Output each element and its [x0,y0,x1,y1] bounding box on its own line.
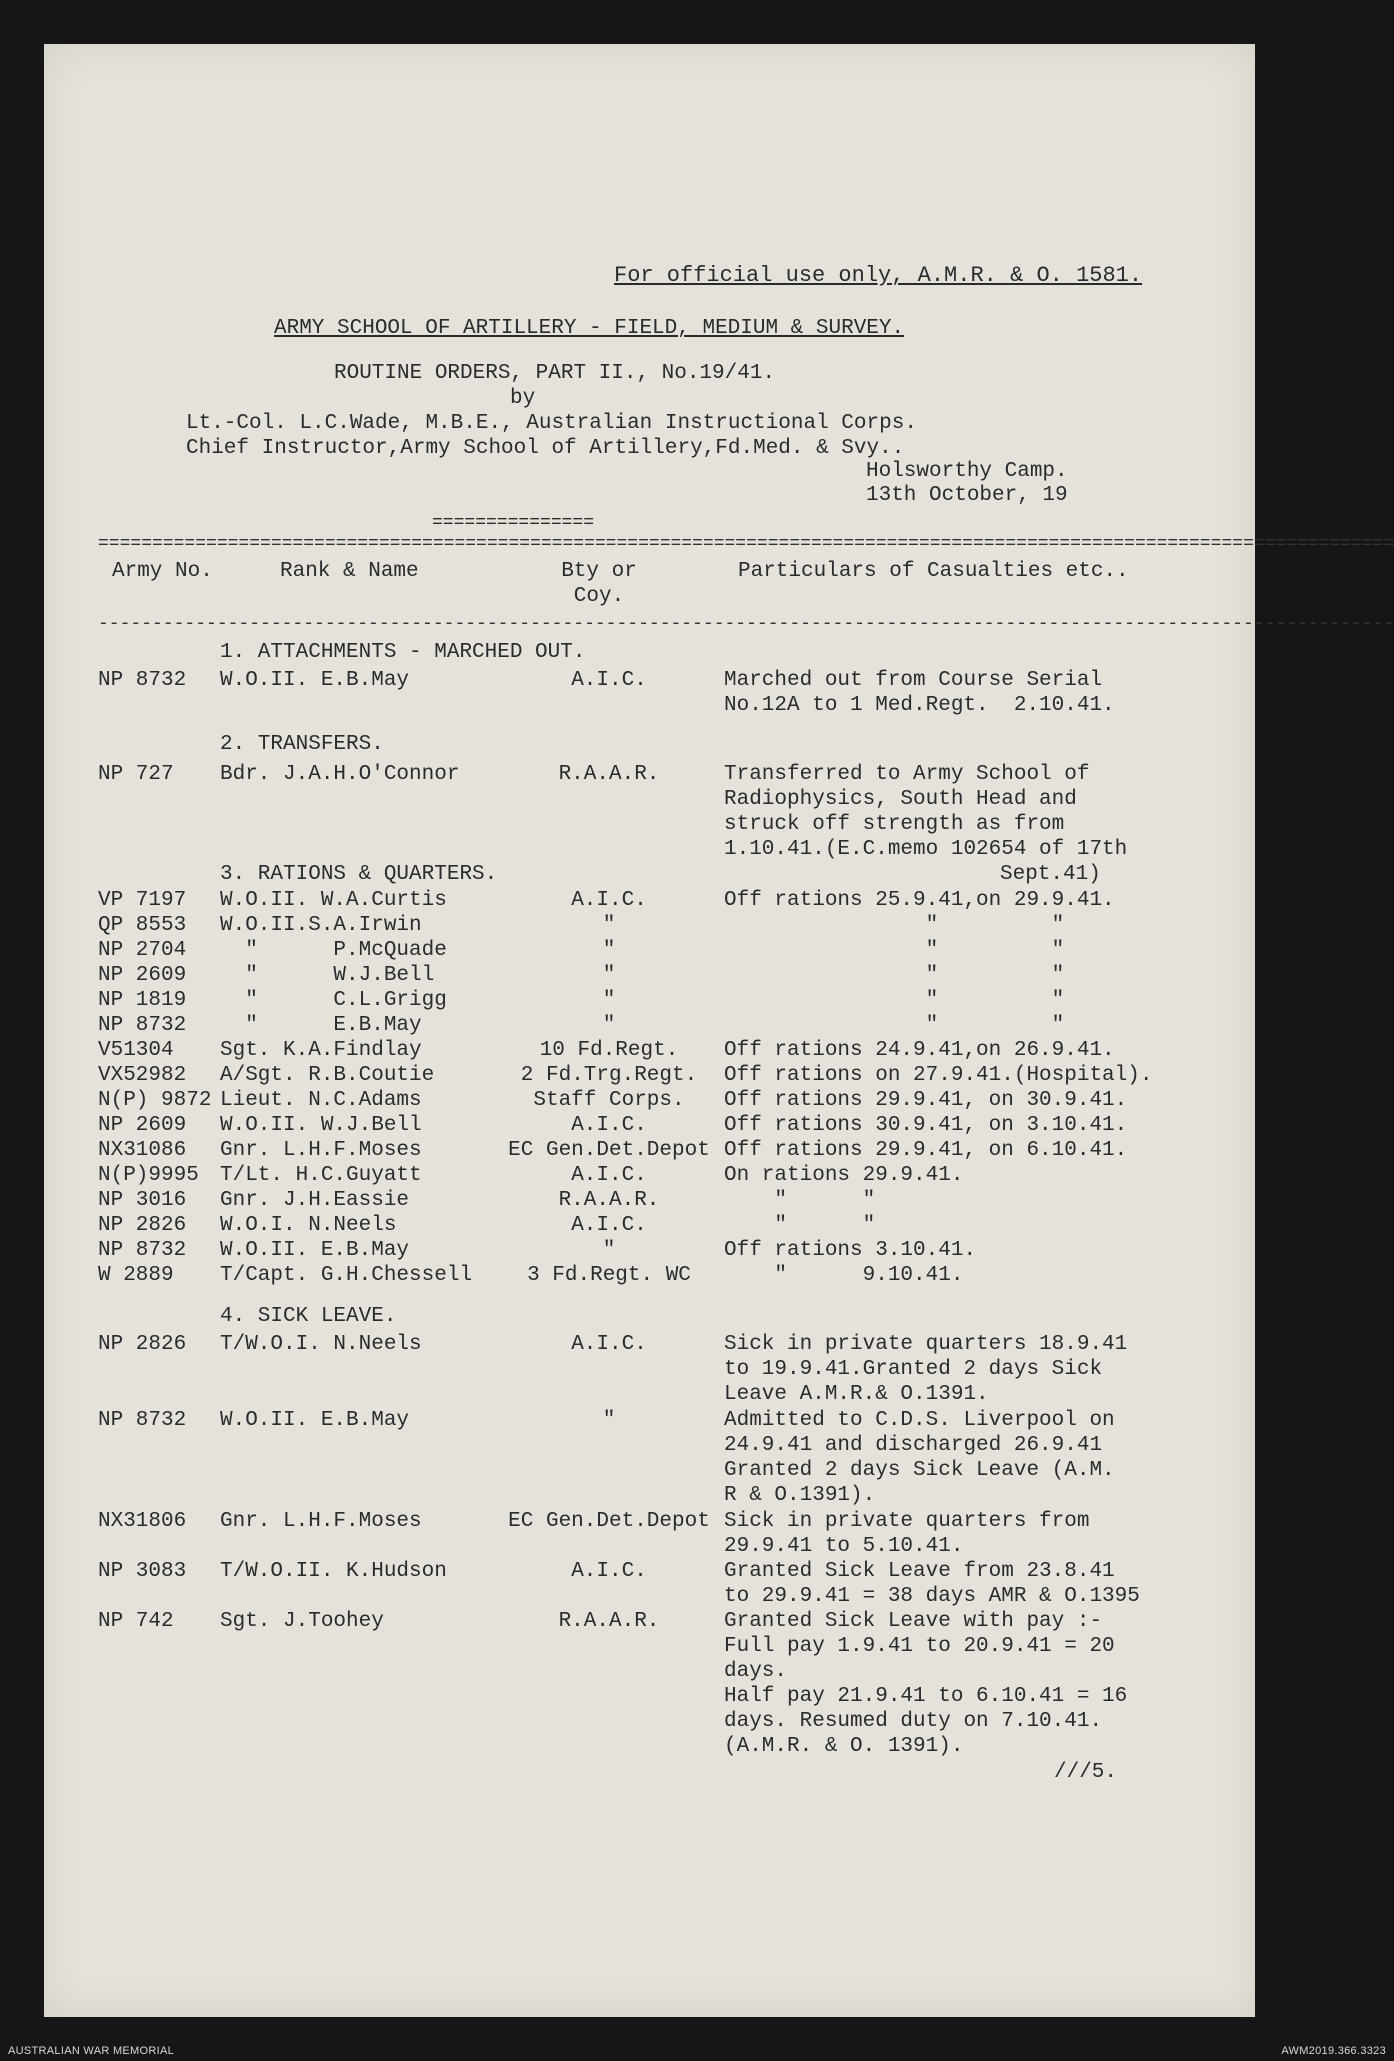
particulars: " " [724,939,1065,962]
army-no: NX31086 [98,1139,187,1162]
rank-name: " E.B.May [220,1014,422,1037]
place-text: Holsworthy Camp. [866,460,1068,483]
section-rations-label: 3. RATIONS & QUARTERS. [220,863,498,886]
army-no: V51304 [98,1039,174,1062]
unit: " [602,1409,616,1432]
particulars: Granted 2 days Sick Leave (A.M. [724,1459,1115,1482]
unit: " [602,914,616,937]
rank-name: " W.J.Bell [220,964,435,987]
unit: " [602,989,616,1012]
unit: A.I.C. [571,669,647,692]
rank-name: Gnr. J.H.Eassie [220,1189,410,1212]
particulars: 24.9.41 and discharged 26.9.41 [724,1434,1103,1457]
rank-name: W.O.II. E.B.May [220,1239,410,1262]
school-title: ARMY SCHOOL OF ARTILLERY - FIELD, MEDIUM & SURVEY. [274,317,905,340]
particulars: " " [724,1214,876,1237]
unit: 10 Fd.Regt. [539,1039,679,1062]
double-rule: ======================================================================================================================== [98,534,1394,554]
official-use-notice: For official use only, A.M.R. & O. 1581. [614,263,1143,288]
col-rank-name: Rank & Name [280,560,419,583]
particulars: " " [724,1189,876,1212]
unit: EC Gen.Det.Depot [508,1139,710,1162]
unit: 3 Fd.Regt. WC [527,1264,691,1287]
unit: EC Gen.Det.Depot [508,1510,710,1533]
unit: A.I.C. [571,1214,647,1237]
footer-accession-number: AWM2019.366.3323 [1281,2045,1386,2057]
unit: A.I.C. [571,1114,647,1137]
particulars: Sick in private quarters from [724,1510,1090,1533]
army-no: VX52982 [98,1064,187,1087]
section-transfers-label: 2. TRANSFERS. [220,733,384,756]
dashed-rule: ------------------------------------------------------------------------------------------------------------------------ [98,614,1394,634]
particulars: Off rations on 27.9.41.(Hospital). [724,1064,1153,1087]
particulars: 29.9.41 to 5.10.41. [724,1535,964,1558]
particulars: (A.M.R. & O. 1391). [724,1735,964,1758]
rank-name: A/Sgt. R.B.Coutie [220,1064,435,1087]
col-bty: Bty or [561,560,637,583]
particulars: 1.10.41.(E.C.memo 102654 of 17th [724,838,1128,861]
officer-position: Chief Instructor,Army School of Artillery,Fd.Med. & Svy.. [186,437,905,460]
particulars: Half pay 21.9.41 to 6.10.41 = 16 [724,1685,1128,1708]
army-no: NP 8732 [98,669,187,692]
page-continue-marker: ///5. [1054,1761,1118,1784]
army-no: QP 8553 [98,914,187,937]
section-sick-leave-label: 4. SICK LEAVE. [220,1305,397,1328]
unit: " [602,964,616,987]
section-attachments-label: 1. ATTACHMENTS - MARCHED OUT. [220,641,586,664]
rank-name: T/Capt. G.H.Chessell [220,1264,473,1287]
army-no: NP 2826 [98,1214,187,1237]
unit: 2 Fd.Trg.Regt. [520,1064,698,1087]
rank-name: T/Lt. H.C.Guyatt [220,1164,422,1187]
particulars: " " [724,989,1065,1012]
rank-name: T/W.O.II. K.Hudson [220,1560,447,1583]
rank-name: W.O.I. N.Neels [220,1214,397,1237]
date-text: 13th October, 19 [866,484,1068,507]
army-no: NP 742 [98,1610,174,1633]
particulars: Marched out from Course Serial [724,669,1103,692]
particulars: R & O.1391). [724,1484,876,1507]
particulars: Transferred to Army School of [724,763,1090,786]
army-no: N(P) 9872 [98,1089,212,1112]
unit: " [602,1014,616,1037]
army-no: NX31806 [98,1510,187,1533]
col-particulars: Particulars of Casualties etc.. [738,560,1129,583]
rank-name: W.O.II.S.A.Irwin [220,914,422,937]
footer-institution: AUSTRALIAN WAR MEMORIAL [8,2045,175,2057]
unit: Staff Corps. [533,1089,685,1112]
officer-name: Lt.-Col. L.C.Wade, M.B.E., Australian Instructional Corps. [186,412,917,435]
unit: A.I.C. [571,1164,647,1187]
particulars: Off rations 29.9.41, on 30.9.41. [724,1089,1128,1112]
army-no: NP 8732 [98,1014,187,1037]
rank-name: Gnr. L.H.F.Moses [220,1139,422,1162]
army-no: NP 8732 [98,1239,187,1262]
particulars: Off rations 29.9.41, on 6.10.41. [724,1139,1128,1162]
rank-name: W.O.II. E.B.May [220,1409,410,1432]
particulars: Granted Sick Leave from 23.8.41 [724,1560,1115,1583]
particulars: struck off strength as from [724,813,1065,836]
rank-name: Bdr. J.A.H.O'Connor [220,763,460,786]
unit: A.I.C. [571,1333,647,1356]
particulars: Off rations 25.9.41,on 29.9.41. [724,889,1115,912]
section-attachments [220,640,585,665]
rank-name: " P.McQuade [220,939,447,962]
particulars: Radiophysics, South Head and [724,788,1077,811]
army-no: NP 2609 [98,964,187,987]
unit: R.A.A.R. [558,763,660,786]
particulars: Off rations 3.10.41. [724,1239,977,1262]
rank-name: T/W.O.I. N.Neels [220,1333,422,1356]
army-no: N(P)9995 [98,1164,199,1187]
particulars: to 29.9.41 = 38 days AMR & O.1395 [724,1585,1140,1608]
particulars: Off rations 30.9.41, on 3.10.41. [724,1114,1128,1137]
rank-name: Sgt. K.A.Findlay [220,1039,422,1062]
particulars: Granted Sick Leave with pay :- [724,1610,1103,1633]
unit: " [602,1239,616,1262]
army-no: NP 8732 [98,1409,187,1432]
unit: R.A.A.R. [558,1610,660,1633]
army-no: NP 3016 [98,1189,187,1212]
unit: R.A.A.R. [558,1189,660,1212]
rank-name: W.O.II. E.B.May [220,669,410,692]
short-rule: =============== [432,513,595,533]
rank-name: Sgt. J.Toohey [220,1610,384,1633]
army-no: W 2889 [98,1264,174,1287]
particulars: days. [724,1660,788,1683]
unit: A.I.C. [571,889,647,912]
orders-title: ROUTINE ORDERS, PART II., No.19/41. [334,362,776,385]
army-no: NP 2704 [98,939,187,962]
army-no: VP 7197 [98,889,187,912]
rank-name: W.O.II. W.J.Bell [220,1114,422,1137]
army-no: NP 2609 [98,1114,187,1137]
rank-name: " C.L.Grigg [220,989,447,1012]
particulars: Admitted to C.D.S. Liverpool on [724,1409,1115,1432]
particulars: to 19.9.41.Granted 2 days Sick [724,1358,1103,1381]
particulars: Sick in private quarters 18.9.41 [724,1333,1128,1356]
particulars: No.12A to 1 Med.Regt. 2.10.41. [724,694,1115,717]
particulars: " " [724,914,1065,937]
section-sick-leave [220,1304,396,1329]
particulars: On rations 29.9.41. [724,1164,964,1187]
rank-name: Lieut. N.C.Adams [220,1089,422,1112]
unit: A.I.C. [571,1560,647,1583]
col-army-no: Army No. [112,560,213,583]
army-no: NP 3083 [98,1560,187,1583]
particulars: Full pay 1.9.41 to 20.9.41 = 20 [724,1635,1115,1658]
particulars: " " [724,1014,1065,1037]
rank-name: Gnr. L.H.F.Moses [220,1510,422,1533]
rank-name: W.O.II. W.A.Curtis [220,889,447,912]
particulars: " " [724,964,1065,987]
by-text: by [510,387,536,410]
army-no: NP 1819 [98,989,187,1012]
section-transfers [220,732,384,757]
particulars: Off rations 24.9.41,on 26.9.41. [724,1039,1115,1062]
unit: " [602,939,616,962]
particulars: Sept.41) [1000,863,1101,886]
section-rations [220,862,497,887]
document-page [44,44,1394,2017]
army-no: NP 727 [98,763,174,786]
particulars: days. Resumed duty on 7.10.41. [724,1710,1103,1733]
army-no: NP 2826 [98,1333,187,1356]
col-coy: Coy. [573,585,625,608]
particulars: Leave A.M.R.& O.1391. [724,1383,989,1406]
particulars: " 9.10.41. [724,1264,964,1287]
